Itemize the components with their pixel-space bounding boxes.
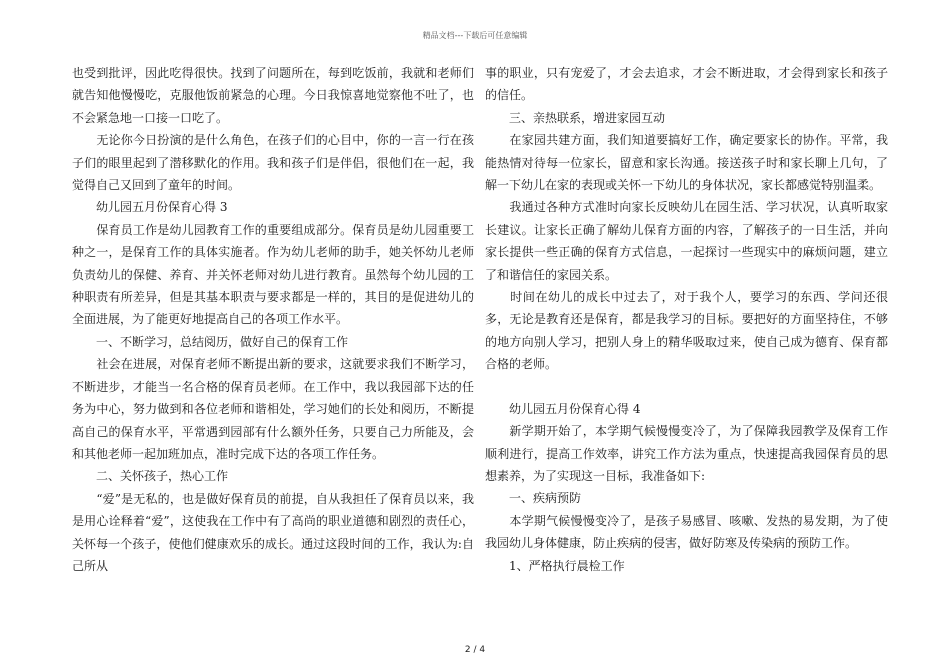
paragraph: 保育员工作是幼儿园教育工作的重要组成部分。保育员是幼儿园重要工种之一，是保育工作的具体实施者。作为幼儿老师的助手，她关怀幼儿老师负责幼儿的保健、养育、并关怀老师对幼儿进行教育。虽然每个幼儿园的工种职责有所差异，但是其基本职责与要求都是一样的，其目的是促进幼儿的全面进展，为了能更好地提高自己的各项工作水平。 (72, 222, 474, 327)
paragraph: 我通过各种方式准时向家长反映幼儿在园生活、学习状况，认真听取家长建议。让家长正确了解幼儿保育方面的内容，了解孩子的一日生活，并向家长提供一些正确的保育方式信息，一起探讨一些现实中的麻烦问题，建立了和谐信任的家园关系。 (485, 200, 888, 282)
paragraph: 社会在进展，对保育老师不断提出新的要求，这就要求我们不断学习，不断进步，才能当一名合格的保育员老师。在工作中，我以我园部下达的任务为中心，努力做到和各位老师和谐相处，学习她们的长处和阅历，不断提高自己的保育水平，平常遇到园部有什么额外任务，只要自己力所能及，会和其他老师一起加班加点，准时完成下达的各项工作任务。 (72, 357, 474, 461)
paragraph: 也受到批评，因此吃得很快。找到了问题所在，每到吃饭前，我就和老师们就告知他慢慢吃，克服他饭前紧急的心理。今日我惊喜地觉察他不吐了，也不会紧急地一口接一口吃了。 (72, 66, 474, 125)
paragraph: 事的职业，只有宠爱了，才会去追求，才会不断进取，才会得到家长和孩子的信任。 (485, 66, 888, 103)
section-heading: 一、不断学习，总结阅历，做好自己的保育工作 (72, 334, 349, 349)
section-title: 幼儿园五月份保育心得 4 (485, 401, 641, 416)
section-heading: 二、关怀孩子，热心工作 (72, 469, 229, 484)
paragraph: 时间在幼儿的成长中过去了，对于我个人，要学习的东西、学问还很多，无论是教育还是保育，都是我学习的目标。要把好的方面坚持住，不够的地方向别人学习，把别人身上的精华吸取过来，使自己成为德育、保育都合格的老师。 (485, 290, 888, 372)
section-heading: 一、疾病预防 (485, 491, 582, 506)
paragraph: 无论你今日扮演的是什么角色，在孩子们的心目中，你的一言一行在孩子们的眼里起到了潜移默化的作用。我和孩子们是伴侣，很他们在一起，我觉得自己又回到了童年的时间。 (72, 133, 474, 193)
blank-line (485, 376, 888, 398)
page-number: 2 / 4 (464, 645, 486, 655)
left-column (72, 62, 474, 577)
paragraph: 新学期开始了，本学期气候慢慢变冷了，为了保障我园教学及保育工作顺利进行，提高工作效率，讲究工作方法为重点，快速提高我园保育员的思想素养，为了实现这一目标，我准备如下: (485, 424, 888, 483)
section-heading: 1、严格执行晨检工作 (485, 558, 625, 573)
paragraph: 在家园共建方面，我们知道要搞好工作，确定要家长的协作。平常，我能热情对待每一位家长，留意和家长沟通。接送孩子时和家长聊上几句，了解一下幼儿在家的表现或关怀一下幼儿的身体状况，家长都感觉特别温柔。 (485, 133, 888, 193)
paragraph: 本学期气候慢慢变冷了，是孩子易感冒、咳嗽、发热的易发期，为了使我园幼儿身体健康，防止疾病的侵害，做好防寒及传染病的预防工作。 (485, 513, 888, 551)
page-header: 精品文档---下载后可任意编辑 (422, 31, 528, 40)
paragraph: “爱”是无私的，也是做好保育员的前提，自从我担任了保育员以来，我是用心诠释着“爱”，这使我在工作中有了高尚的职业道德和剧烈的责任心，关怀每一个孩子，使他们健康欢乐的成长。通过这段时间的工作，我认为:自己所从 (72, 491, 474, 573)
right-column (485, 62, 888, 577)
section-heading: 三、亲热联系，增进家园互动 (485, 110, 666, 125)
section-title: 幼儿园五月份保育心得 3 (72, 200, 228, 215)
